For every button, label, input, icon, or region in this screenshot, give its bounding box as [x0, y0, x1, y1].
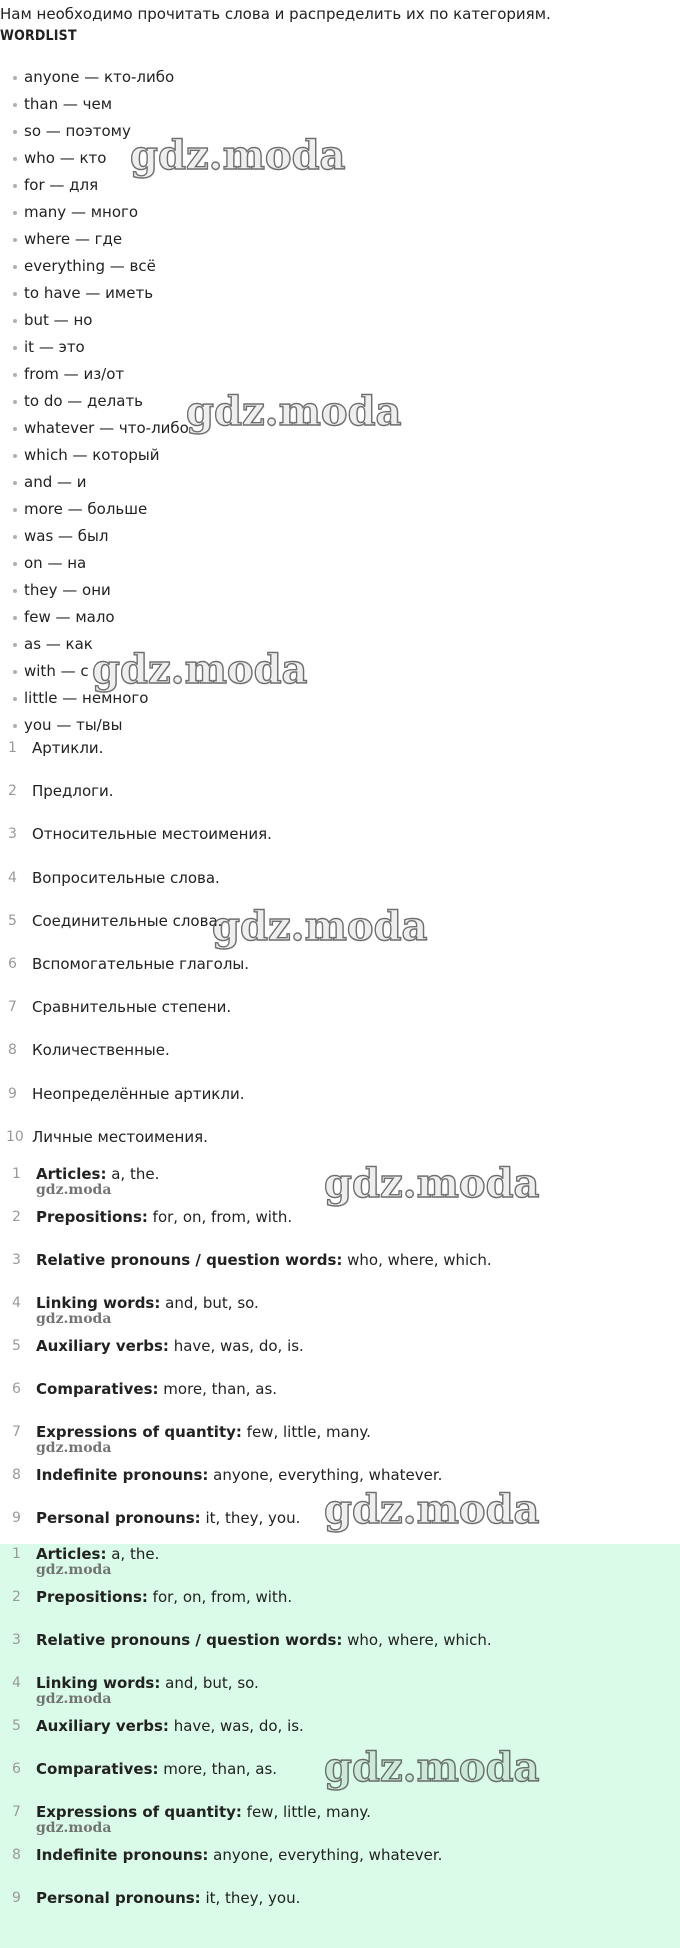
watermark-logo: gdz.moda [92, 646, 308, 693]
category-text: Вспомогательные глаголы. [32, 954, 250, 973]
list-item: on — на [0, 550, 189, 577]
list-item: it — это [0, 334, 189, 361]
answer-label: Auxiliary verbs: [36, 1717, 169, 1735]
list-item: many — много [0, 199, 189, 226]
answer-label: Comparatives: [36, 1760, 159, 1778]
answer-item [0, 1336, 680, 1379]
list-item: few — мало [0, 604, 189, 631]
watermark-logo: gdz.moda [212, 903, 428, 950]
answer-value: anyone, everything, whatever. [208, 1466, 443, 1484]
item-number: 6 [12, 1381, 21, 1397]
list-item: with — с [0, 658, 189, 685]
list-item: where — где [0, 226, 189, 253]
answer-label: Indefinite pronouns: [36, 1466, 209, 1484]
list-item: to have — иметь [0, 280, 189, 307]
wordlist [0, 64, 189, 739]
answer-value: it, they, you. [200, 1509, 301, 1527]
answer-value: few, little, many. [241, 1803, 371, 1821]
answer-value: more, than, as. [158, 1380, 278, 1398]
answer-value: few, little, many. [241, 1423, 371, 1441]
watermark-small: gdz.moda [36, 1440, 112, 1456]
item-number: 3 [12, 1632, 21, 1648]
item-number: 4 [12, 1295, 21, 1311]
answer-value: and, but, so. [160, 1674, 259, 1692]
list-item: and — и [0, 469, 189, 496]
list-item: to do — делать [0, 388, 189, 415]
item-number: 2 [12, 1209, 21, 1225]
item-number: 4 [8, 869, 17, 886]
answer-value: and, but, so. [160, 1294, 259, 1312]
answer-item [0, 1845, 680, 1888]
item-number: 2 [12, 1589, 21, 1605]
list-item: little — немного [0, 685, 189, 712]
item-number: 2 [8, 783, 17, 800]
answer-value: have, was, do, is. [168, 1717, 304, 1735]
answer-value: a, the. [106, 1545, 160, 1563]
answer-label: Personal pronouns: [36, 1889, 201, 1907]
list-item: who — кто [0, 145, 189, 172]
list-item: they — они [0, 577, 189, 604]
category-text: Предлоги. [32, 782, 114, 801]
watermark-small: gdz.moda [36, 1182, 112, 1198]
watermark-small: gdz.moda [36, 1562, 112, 1578]
watermark-logo: gdz.moda [130, 132, 346, 179]
answer-label: Linking words: [36, 1674, 161, 1692]
category-text: Соединительные слова. [32, 911, 223, 930]
item-number: 1 [12, 1546, 21, 1562]
item-number: 5 [12, 1338, 21, 1354]
answer-label: Relative pronouns / question words: [36, 1251, 343, 1269]
list-item: than — чем [0, 91, 189, 118]
list-item: more — больше [0, 496, 189, 523]
category-text: Количественные. [32, 1041, 170, 1060]
answer-label: Comparatives: [36, 1380, 159, 1398]
category-text: Относительные местоимения. [32, 825, 272, 844]
answer-item [0, 1379, 680, 1422]
answer-value: a, the. [106, 1165, 160, 1183]
answer-label: Indefinite pronouns: [36, 1846, 209, 1864]
item-number: 1 [8, 740, 17, 756]
item-number: 7 [12, 1424, 21, 1440]
answer-value: more, than, as. [158, 1760, 278, 1778]
watermark-logo: gdz.moda [324, 1486, 540, 1533]
category-text: Артикли. [32, 739, 104, 757]
item-number: 1 [12, 1166, 21, 1182]
item-number: 5 [12, 1718, 21, 1734]
category-text: Вопросительные слова. [32, 868, 220, 887]
answer-value: who, where, which. [342, 1631, 492, 1649]
answer-label: Articles: [36, 1165, 107, 1183]
answer-value: who, where, which. [342, 1251, 492, 1269]
list-item: you — ты/вы [0, 712, 189, 739]
item-number: 3 [12, 1252, 21, 1268]
answer-item [0, 1250, 680, 1293]
answer-label: Expressions of quantity: [36, 1423, 242, 1441]
wordlist-title: WORDLIST [0, 28, 77, 44]
list-item: so — поэтому [0, 118, 189, 145]
item-number: 6 [8, 955, 17, 972]
answer-item [0, 1207, 680, 1250]
list-item: which — который [0, 442, 189, 469]
list-item: whatever — что-либо [0, 415, 189, 442]
answer-value: it, they, you. [200, 1889, 301, 1907]
list-item: was — был [0, 523, 189, 550]
answer-item [0, 1630, 680, 1673]
answer-label: Articles: [36, 1545, 107, 1563]
answer-item [0, 1888, 680, 1931]
intro-text: Нам необходимо прочитать слова и распределить их по категориям. [0, 5, 551, 23]
answer-list-highlighted [0, 1544, 680, 1948]
item-number: 8 [12, 1847, 21, 1863]
category-text: Сравнительные степени. [32, 998, 232, 1017]
watermark-small: gdz.moda [36, 1691, 112, 1707]
answer-label: Prepositions: [36, 1208, 148, 1226]
answer-label: Expressions of quantity: [36, 1803, 242, 1821]
item-number: 5 [8, 912, 17, 929]
category-text: Неопределённые артикли. [32, 1084, 245, 1103]
answer-value: for, on, from, with. [147, 1208, 293, 1226]
item-number: 4 [12, 1675, 21, 1691]
item-number: 8 [8, 1042, 17, 1059]
item-number: 9 [12, 1890, 21, 1906]
list-item: everything — всё [0, 253, 189, 280]
answer-value: anyone, everything, whatever. [208, 1846, 443, 1864]
category-text: Личные местоимения. [32, 1127, 208, 1146]
answer-list [0, 1164, 680, 1551]
answer-label: Auxiliary verbs: [36, 1337, 169, 1355]
item-number: 8 [12, 1467, 21, 1483]
item-number: 10 [6, 1128, 24, 1145]
answer-label: Personal pronouns: [36, 1509, 201, 1527]
answer-label: Prepositions: [36, 1588, 148, 1606]
item-number: 6 [12, 1761, 21, 1777]
list-item: from — из/от [0, 361, 189, 388]
answer-item [0, 1587, 680, 1630]
list-item: but — но [0, 307, 189, 334]
watermark-small: gdz.moda [36, 1820, 112, 1836]
item-number: 7 [8, 999, 17, 1016]
item-number: 9 [8, 1085, 17, 1102]
watermark-logo: gdz.moda [324, 1160, 540, 1207]
answer-value: for, on, from, with. [147, 1588, 293, 1606]
answer-item [0, 1465, 680, 1508]
watermark-logo: gdz.moda [186, 388, 402, 435]
answer-item [0, 1716, 680, 1759]
item-number: 3 [8, 826, 17, 843]
list-item: for — для [0, 172, 189, 199]
list-item: anyone — кто-либо [0, 64, 189, 91]
watermark-small: gdz.moda [36, 1311, 112, 1327]
item-number: 9 [12, 1510, 21, 1526]
list-item: as — как [0, 631, 189, 658]
answer-label: Linking words: [36, 1294, 161, 1312]
item-number: 7 [12, 1804, 21, 1820]
answer-value: have, was, do, is. [168, 1337, 304, 1355]
answer-label: Relative pronouns / question words: [36, 1631, 343, 1649]
answer-item [0, 1759, 680, 1802]
